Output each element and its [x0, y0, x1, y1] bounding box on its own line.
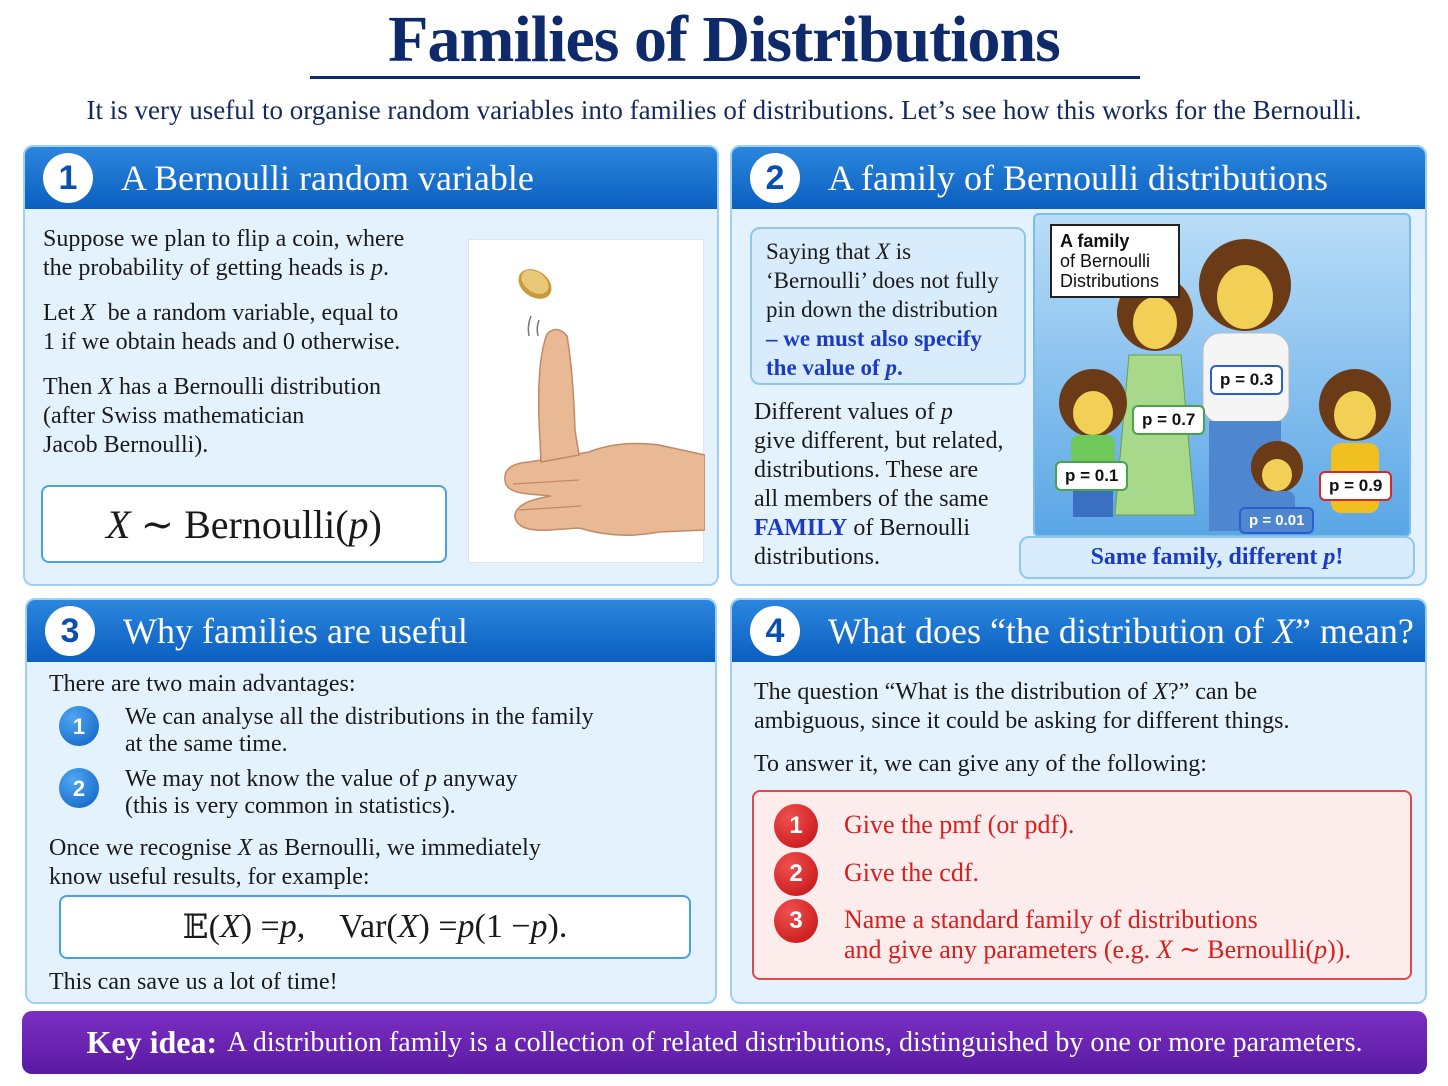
- panel-number: 3: [45, 606, 95, 656]
- answer-option-2: 2 Give the cdf.: [774, 858, 979, 896]
- recognise-text: Once we recognise X as Bernoulli, we immediately know useful results, for example:: [49, 835, 541, 890]
- advantage-1: 1 We can analyse all the distributions in the family at the same time.: [59, 704, 679, 758]
- panel-header: [25, 147, 717, 209]
- panel-why-families: [25, 598, 717, 1004]
- panel-distribution-meaning: [730, 598, 1427, 1004]
- panel-number: 4: [750, 606, 800, 656]
- panel-header: [27, 600, 715, 662]
- advantage-2-badge: 2: [59, 768, 99, 808]
- answer-option-1-badge: 1: [774, 804, 818, 848]
- rv-definition: Let X be a random variable, equal to 1 if we obtain heads and 0 otherwise.: [43, 300, 401, 355]
- panel-heading: What does “the distribution of X” mean?: [828, 611, 1414, 651]
- family-caption: Same family, different p !: [1019, 536, 1415, 579]
- key-idea-label: Key idea:: [86, 1024, 218, 1060]
- tag-p-0.7: p = 0.7: [1132, 405, 1205, 435]
- tag-p-0.9: p = 0.9: [1319, 471, 1392, 501]
- key-idea-bar: [22, 1011, 1427, 1074]
- panel-bernoulli-rv: [23, 145, 719, 586]
- expectation-variance-formula: 𝔼( X ) = p , Var( X ) = p (1 − p ).: [59, 895, 691, 959]
- specify-p-note: Saying that X is ‘Bernoulli’ does not fully pin down the distribution – we must also specify the value of p.: [750, 227, 1026, 385]
- advantage-2: 2 We may not know the value of p anyway (this is very common in statistics).: [59, 766, 679, 820]
- answer-option-3: 3 Name a standard family of distributions and give any parameters (e.g. X ∼ Bernoulli(p)).: [774, 905, 1351, 965]
- answer-option-1: 1 Give the pmf (or pdf).: [774, 810, 1074, 848]
- tag-p-0.01: p = 0.01: [1239, 507, 1314, 534]
- title-underline: [310, 76, 1140, 79]
- coin-flip-image: [468, 239, 704, 563]
- answer-option-2-badge: 2: [774, 852, 818, 896]
- bernoulli-attribution: Then X has a Bernoulli distribution (after Swiss mathematician Jacob Bernoulli).: [43, 374, 381, 458]
- advantages-intro: There are two main advantages:: [49, 671, 356, 697]
- panel-number: 1: [43, 153, 93, 203]
- page-title: Families of Distributions: [388, 3, 1060, 76]
- key-idea-text: A distribution family is a collection of related distributions, distinguished by one or more parameters.: [227, 1026, 1363, 1058]
- advantage-1-badge: 1: [59, 706, 99, 746]
- panel-heading: Why families are useful: [123, 611, 468, 651]
- panel-heading: A family of Bernoulli distributions: [828, 158, 1328, 198]
- bernoulli-formula: X ∼ Bernoulli( p ): [41, 485, 447, 563]
- ambiguity-text: The question “What is the distribution of X?” can be ambiguous, since it could be asking for different things.: [754, 679, 1290, 734]
- panel-heading: A Bernoulli random variable: [121, 158, 534, 198]
- coin-description: Suppose we plan to flip a coin, where the probability of getting heads is p.: [43, 226, 405, 281]
- tag-p-0.3: p = 0.3: [1210, 365, 1283, 395]
- save-time-text: This can save us a lot of time!: [49, 969, 338, 995]
- panel-header: [732, 600, 1425, 662]
- answer-option-3-badge: 3: [774, 899, 818, 943]
- panel-header: [732, 147, 1425, 209]
- tag-p-0.1: p = 0.1: [1055, 461, 1128, 491]
- answer-intro: To answer it, we can give any of the following:: [754, 751, 1207, 777]
- panel-number: 2: [750, 153, 800, 203]
- family-label: A family of Bernoulli Distributions: [1050, 224, 1180, 298]
- intro-text: It is very useful to organise random variables into families of distributions. Let’s see how this works for the Bernoulli.: [86, 95, 1362, 125]
- family-description: Different values of p give different, but related, distributions. These are all members of the same FAMILY of Bernoulli distributions.: [754, 399, 1004, 570]
